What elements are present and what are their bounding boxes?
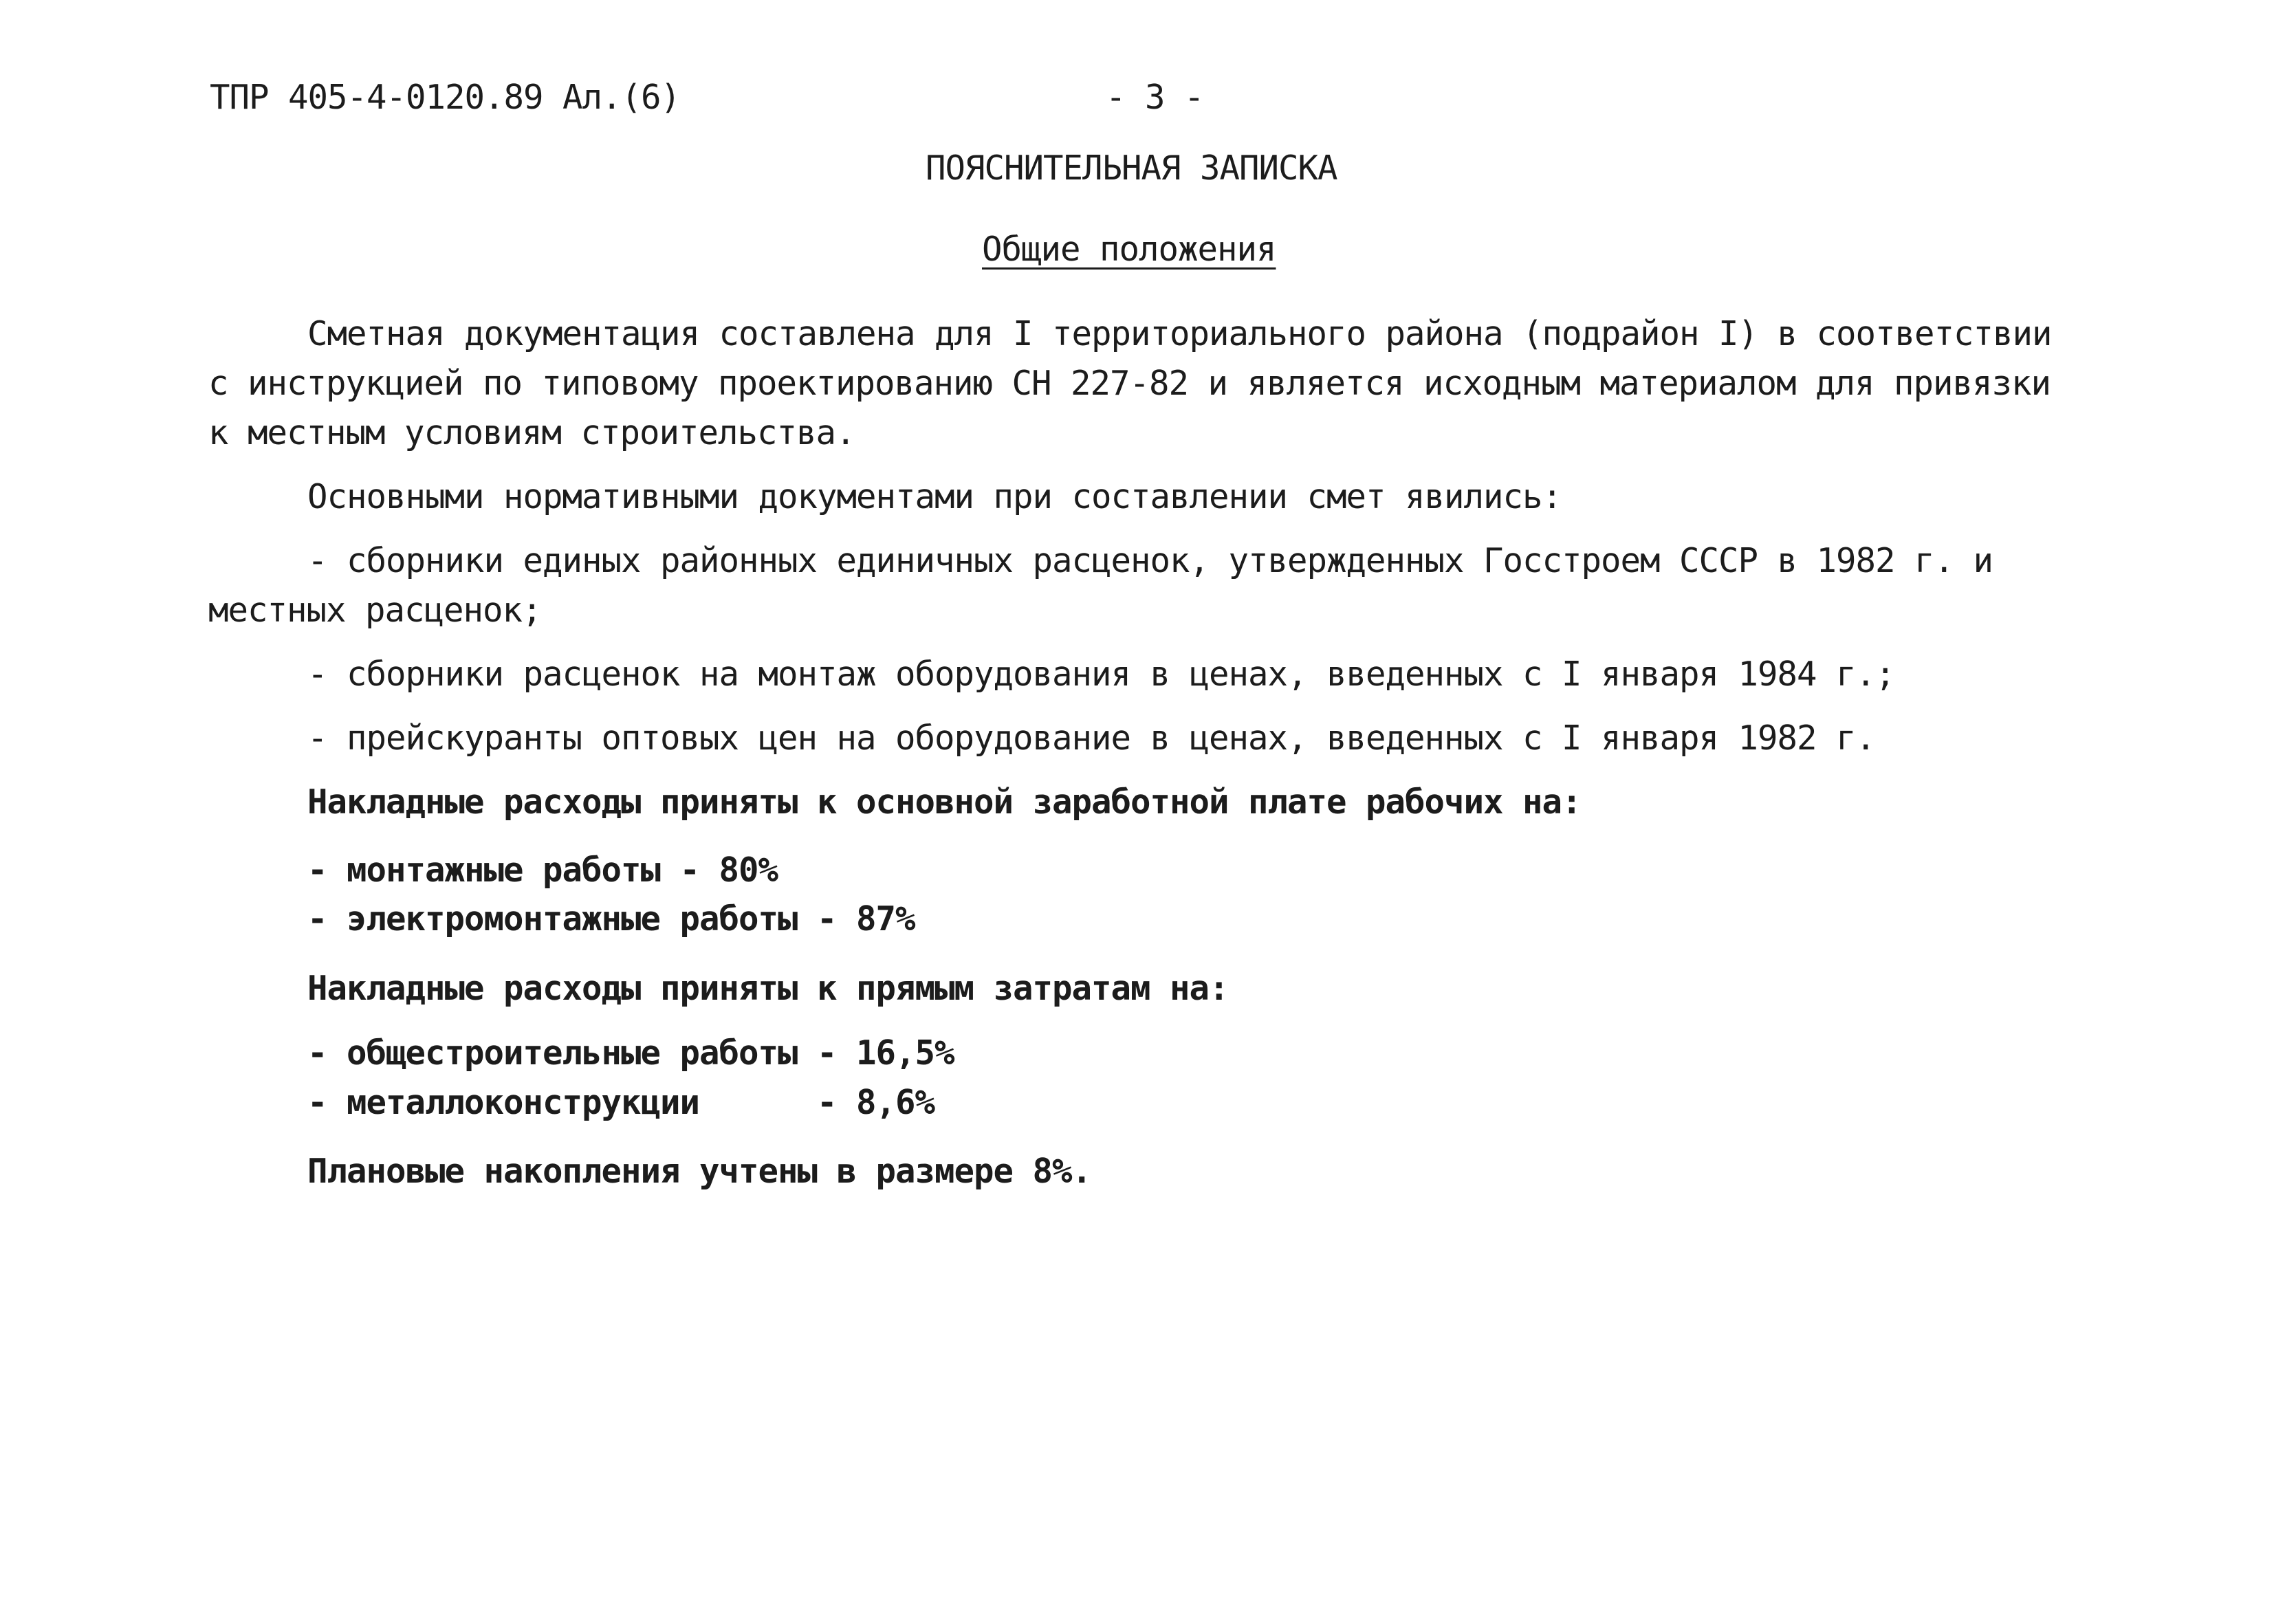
overhead-direct-item-1: - общестроительные работы - 16,5%	[307, 1033, 954, 1073]
page-title: ПОЯСНИТЕЛЬНАЯ ЗАПИСКА	[926, 149, 1337, 188]
overhead-direct-item-2: - металлоконструкции - 8,6%	[307, 1083, 935, 1122]
normative-heading: Основными нормативными документами при составлении смет явились:	[307, 477, 1562, 516]
list-item-2: - сборники расценок на монтаж оборудования в ценах, введенных с I января 1984 г.;	[307, 655, 1895, 694]
intro-line-1: Сметная документация составлена для I территориального района (подрайон I) в соответствии	[307, 314, 2052, 353]
list-item-1a: - сборники единых районных единичных расценок, утвержденных Госстроем СССР в 1982 г. и	[307, 541, 1993, 580]
list-item-3: - прейскуранты оптовых цен на оборудование в ценах, введенных с I января 1982 г.	[307, 718, 1876, 758]
page-number: - 3 -	[1106, 78, 1204, 117]
overhead-direct-heading: Накладные расходы приняты к прямым затратам на:	[307, 969, 1229, 1008]
intro-line-2: с инструкцией по типовому проектированию СН 227-82 и является исходным материалом для привязки	[208, 364, 2051, 403]
section-subtitle: Общие положения	[982, 230, 1276, 269]
overhead-wages-item-2: - электромонтажные работы - 87%	[307, 899, 915, 939]
overhead-wages-heading: Накладные расходы приняты к основной заработной плате рабочих на:	[307, 782, 1582, 822]
planned-savings: Плановые накопления учтены в размере 8%.	[307, 1152, 1092, 1191]
list-item-1b: местных расценок;	[208, 591, 542, 630]
intro-line-3: к местным условиям строительства.	[208, 413, 855, 452]
document-code: ТПР 405-4-0120.89 Ал.(6)	[210, 78, 681, 117]
overhead-wages-item-1: - монтажные работы - 80%	[307, 851, 778, 890]
